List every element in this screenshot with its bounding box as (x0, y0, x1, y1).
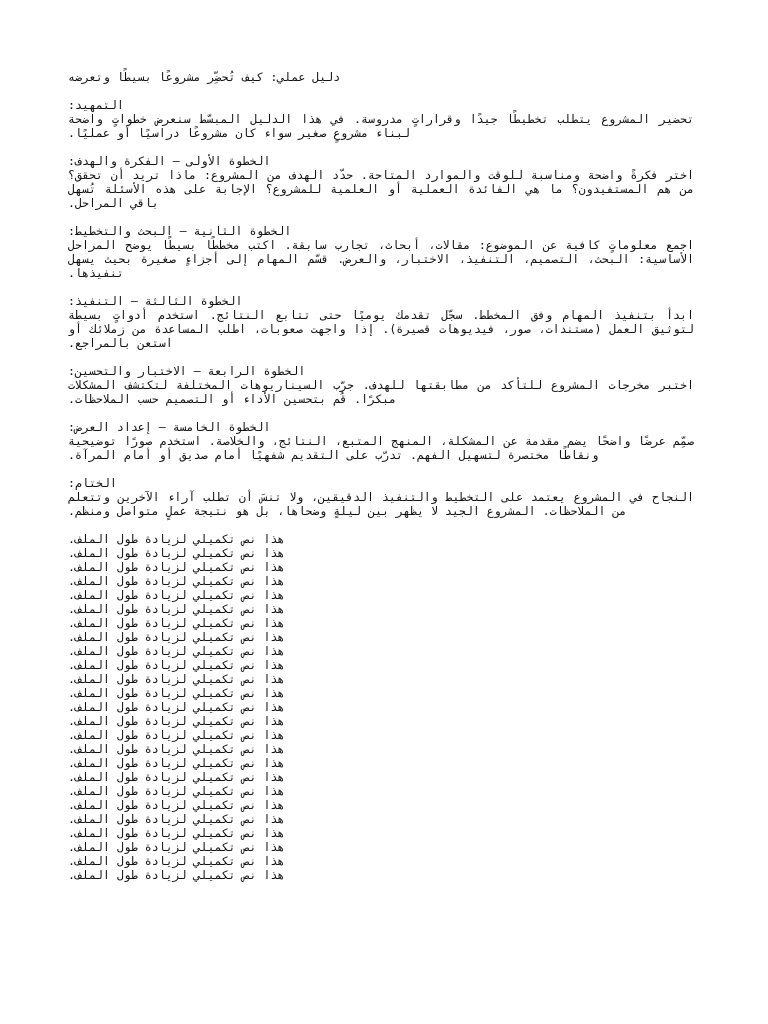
section-heading: الخطوة الخامسة – إعداد العرض: (68, 420, 271, 434)
filler-line: هذا نص تكميلي لزيادة طول الملف. (68, 826, 285, 840)
filler-line: هذا نص تكميلي لزيادة طول الملف. (68, 742, 285, 756)
document-body (68, 70, 694, 882)
section-paragraph: النجاح في المشروع يعتمد على التخطيط والتنفيذ الدقيقين، ولا تنسَ أن تطلب آراء الآخرين وتتعلم من الملاحظات. المشروع الجيد لا يظهر بين ليلةٍ وضحاها، بل هو نتيجة عملٍ متواصل ومنظم. (68, 490, 694, 518)
section-paragraph: اجمع معلوماتٍ كافية عن الموضوع: مقالات، أبحاث، تجارب سابقة. اكتب مخططًا بسيطًا يوضح المراحل الأساسية: البحث، التصميم، التنفيذ، الاختبار، والعرض. قسّم المهام إلى أجزاءٍ صغيرة بحيث يسهل تنفيذها. (68, 238, 694, 280)
filler-line: هذا نص تكميلي لزيادة طول الملف. (68, 630, 285, 644)
filler-line: هذا نص تكميلي لزيادة طول الملف. (68, 756, 285, 770)
filler-line: هذا نص تكميلي لزيادة طول الملف. (68, 854, 285, 868)
section-paragraph: صمِّم عرضًا واضحًا يضم مقدمة عن المشكلة، المنهج المتبع، النتائج، والخلاصة. استخدم صورًا توضيحية ونقاطًا مختصرة لتسهيل الفهم. تدرّب على التقديم شفهيًا أمام صديق أو أمام المرآة. (68, 434, 694, 462)
section-heading: التمهيد: (68, 98, 124, 112)
filler-line: هذا نص تكميلي لزيادة طول الملف. (68, 546, 285, 560)
section-heading: الختام: (68, 476, 117, 490)
filler-line: هذا نص تكميلي لزيادة طول الملف. (68, 770, 285, 784)
filler-lines (68, 532, 694, 882)
section-conclusion (68, 476, 694, 518)
section-paragraph: تحضير المشروع يتطلب تخطيطًا جيدًا وقراراتٍ مدروسة. في هذا الدليل المبسّط سنعرض خطواتٍ واضحة لبناء مشروعٍ صغير سواء كان مشروعًا دراسيًا أو عمليًا. (68, 112, 694, 140)
filler-line: هذا نص تكميلي لزيادة طول الملف. (68, 588, 285, 602)
section-heading: الخطوة الأولى – الفكرة والهدف: (68, 154, 271, 168)
section-step-2 (68, 224, 694, 280)
section-heading: الخطوة الثالثة – التنفيذ: (68, 294, 243, 308)
filler-line: هذا نص تكميلي لزيادة طول الملف. (68, 784, 285, 798)
section-step-5 (68, 420, 694, 462)
section-heading: الخطوة الثانية – البحث والتخطيط: (68, 224, 292, 238)
filler-line: هذا نص تكميلي لزيادة طول الملف. (68, 714, 285, 728)
filler-line: هذا نص تكميلي لزيادة طول الملف. (68, 532, 285, 546)
filler-line: هذا نص تكميلي لزيادة طول الملف. (68, 644, 285, 658)
section-step-4 (68, 364, 694, 406)
section-step-1 (68, 154, 694, 210)
filler-line: هذا نص تكميلي لزيادة طول الملف. (68, 868, 285, 882)
filler-line: هذا نص تكميلي لزيادة طول الملف. (68, 574, 285, 588)
filler-line: هذا نص تكميلي لزيادة طول الملف. (68, 560, 285, 574)
filler-line: هذا نص تكميلي لزيادة طول الملف. (68, 700, 285, 714)
filler-line: هذا نص تكميلي لزيادة طول الملف. (68, 840, 285, 854)
filler-line: هذا نص تكميلي لزيادة طول الملف. (68, 686, 285, 700)
filler-line: هذا نص تكميلي لزيادة طول الملف. (68, 616, 285, 630)
filler-line: هذا نص تكميلي لزيادة طول الملف. (68, 798, 285, 812)
filler-line: هذا نص تكميلي لزيادة طول الملف. (68, 672, 285, 686)
section-step-3 (68, 294, 694, 350)
filler-line: هذا نص تكميلي لزيادة طول الملف. (68, 812, 285, 826)
section-heading: الخطوة الرابعة – الاختبار والتحسين: (68, 364, 306, 378)
section-paragraph: اختبر مخرجات المشروع للتأكد من مطابقتها للهدف. جرّب السيناريوهات المختلفة لتكتشف المشكلات مبكرًا. قُم بتحسين الأداء أو التصميم حسب الملاحظات. (68, 378, 694, 406)
filler-line: هذا نص تكميلي لزيادة طول الملف. (68, 602, 285, 616)
section-paragraph: ابدأ بتنفيذ المهام وفق المخطط. سجّل تقدمك يوميًا حتى تتابع النتائج. استخدم أدواتٍ بسيطة لتوثيق العمل (مستندات، صور، فيديوهات قصيرة). إذا واجهت صعوبات، اطلب المساعدة من زملائك أو استعن بالمراجع. (68, 308, 694, 350)
document-title: دليل عملي: كيف تُحضِّر مشروعًا بسيطًا وتعرضه (68, 70, 341, 84)
filler-line: هذا نص تكميلي لزيادة طول الملف. (68, 658, 285, 672)
filler-line: هذا نص تكميلي لزيادة طول الملف. (68, 728, 285, 742)
section-intro (68, 98, 694, 140)
section-paragraph: اختر فكرةً واضحة ومناسبة للوقت والموارد المتاحة. حدّد الهدف من المشروع: ماذا تريد أن تحقق؟ من هم المستفيدون؟ ما هي الفائدة العملية أو العلمية للمشروع؟ الإجابة على هذه الأسئلة تُسهل باقي المراحل. (68, 168, 694, 210)
